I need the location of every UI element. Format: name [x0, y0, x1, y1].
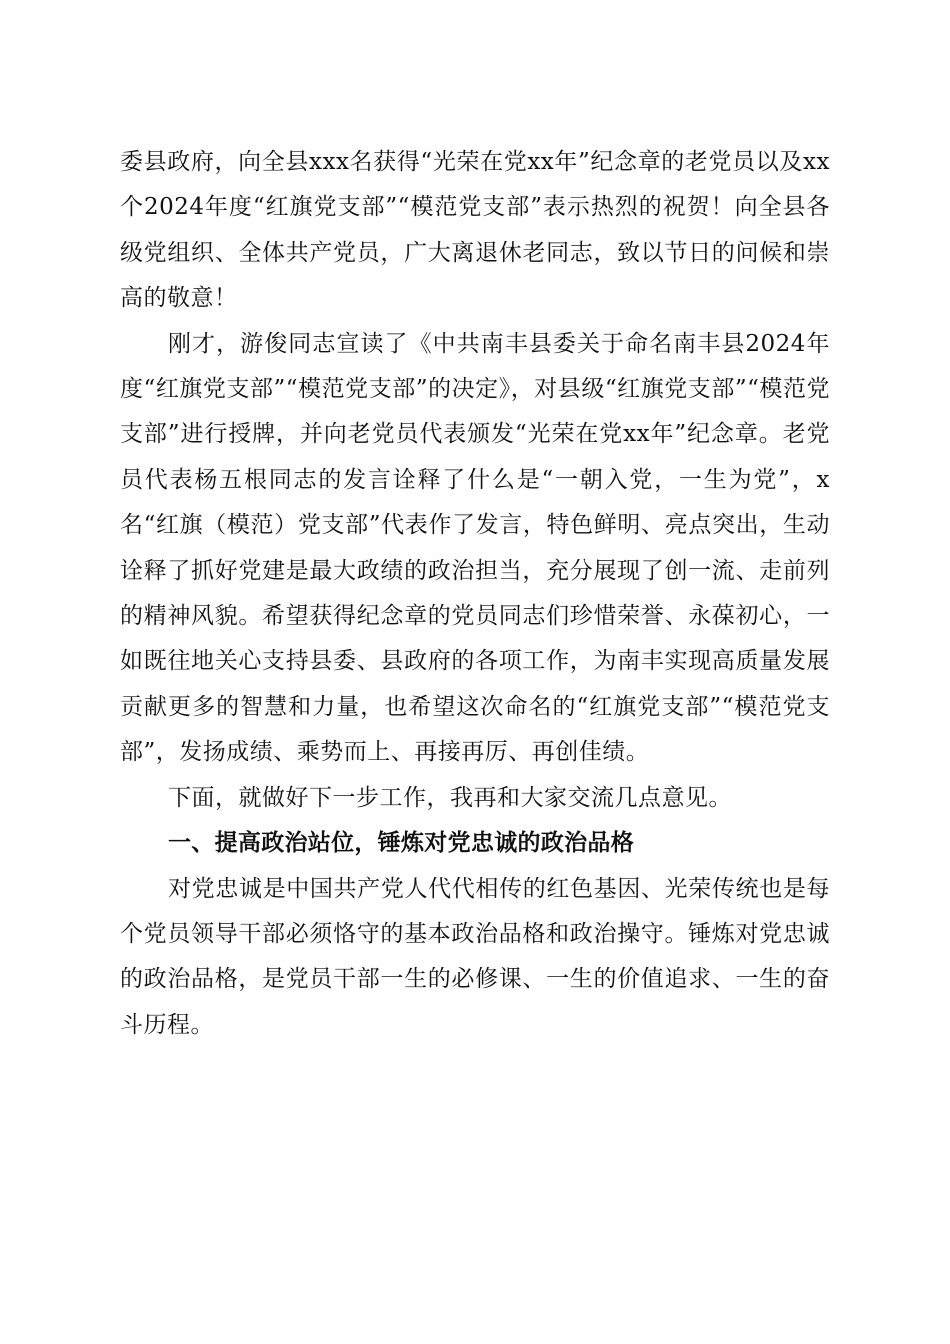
paragraph-meeting-review: 刚才，游俊同志宣读了《中共南丰县委关于命名南丰县2024年度“红旗党支部”“模范党支部”的决定》，对县级“红旗党支部”“模范党支部”进行授牌，并向老党员代表颁发“光荣在党xx年”纪念章。老党员代表杨五根同志的发言诠释了什么是“一朝入党，一生为党”，x名“红旗（模范）党支部”代表作了发言，特色鲜明、亮点突出，生动诠释了抓好党建是最大政绩的政治担当，充分展现了创一流、走前列的精神风貌。希望获得纪念章的党员同志们珍惜荣誉、永葆初心，一如既往地关心支持县委、县政府的各项工作，为南丰实现高质量发展贡献更多的智慧和力量，也希望这次命名的“红旗党支部”“模范党支部”，发扬成绩、乘势而上、再接再厉、再创佳绩。: [120, 330, 830, 766]
paragraph-loyalty: 对党忠诚是中国共产党人代代相传的红色基因、光荣传统也是每个党员领导干部必须恪守的基本政治品格和政治操守。锤炼对党忠诚的政治品格，是党员干部一生的必修课、一生的价值追求、一生的奋斗历程。: [120, 875, 830, 1038]
section-heading-1: 一、提高政治站位，锤炼对党忠诚的政治品格: [168, 830, 634, 857]
document-body: [120, 140, 830, 1048]
paragraph-greeting-continuation: 委县政府，向全县xxx名获得“光荣在党xx年”纪念章的老党员以及xx个2024年度“红旗党支部”“模范党支部”表示热烈的祝贺！向全县各级党组织、全体共产党员，广大离退休老同志，致以节日的问候和崇高的敬意！: [120, 149, 830, 312]
paragraph-transition: 下面，就做好下一步工作，我再和大家交流几点意见。: [168, 784, 732, 811]
